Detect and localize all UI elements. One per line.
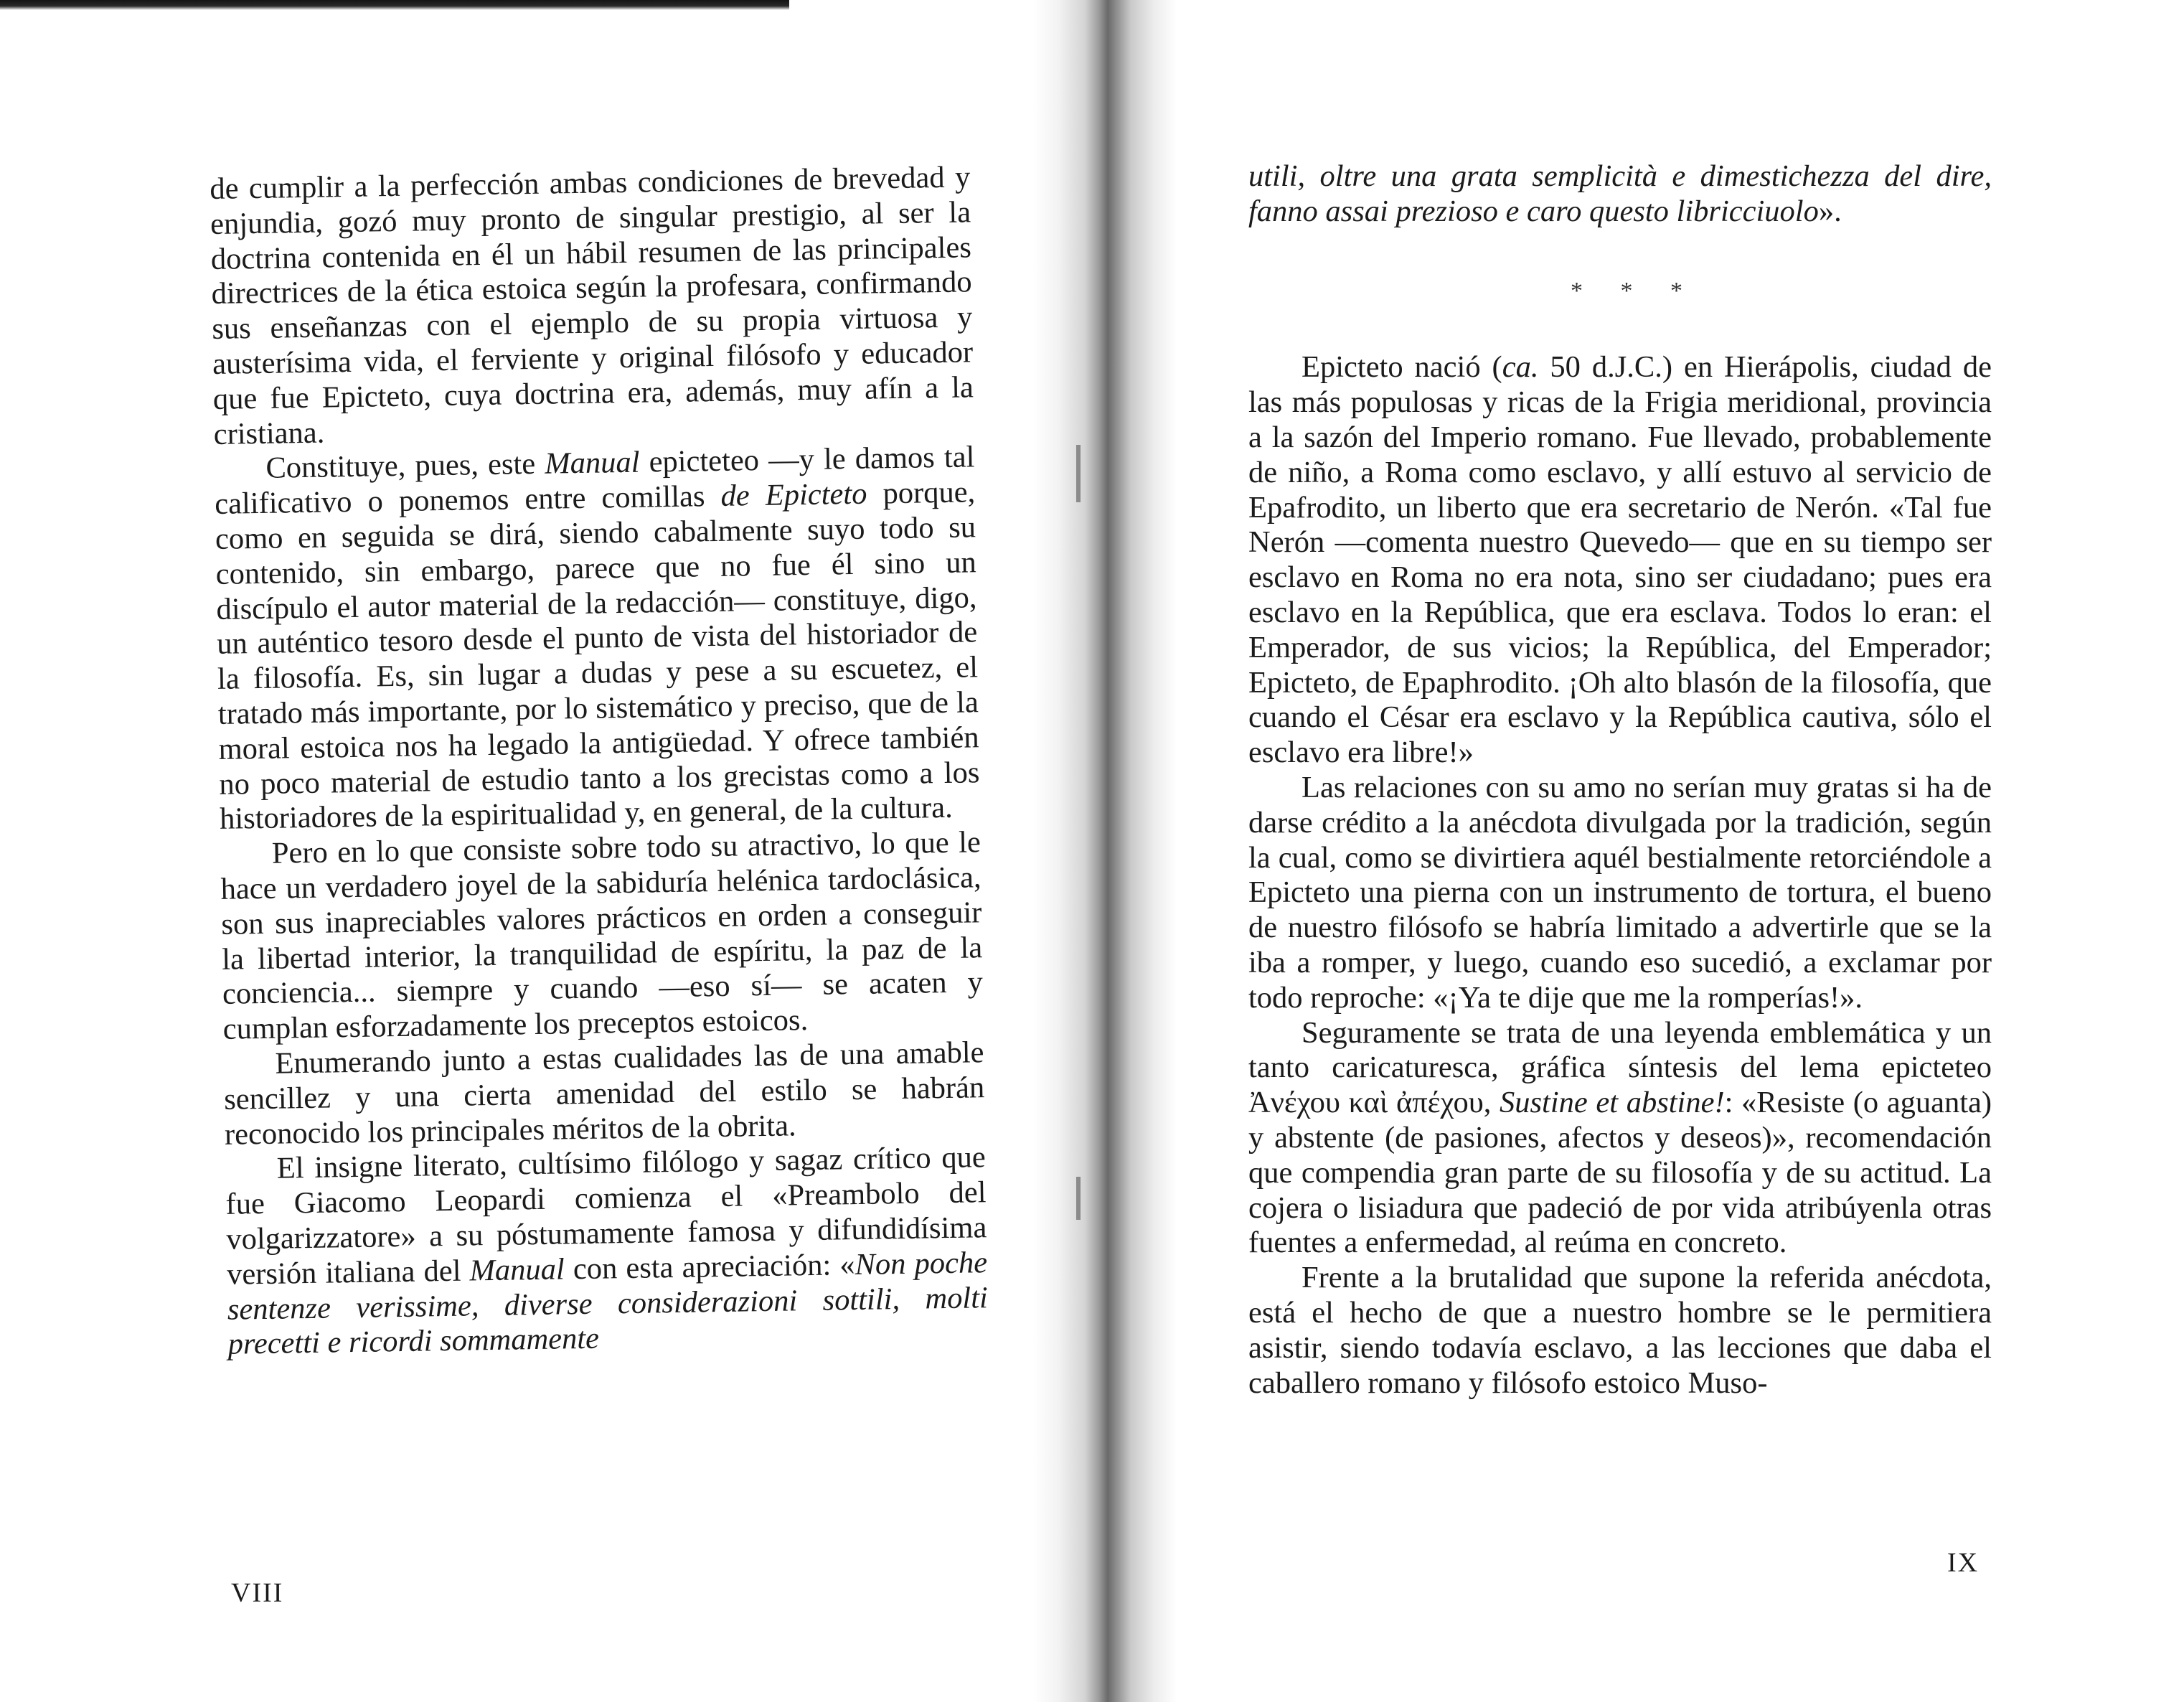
paragraph: [225, 1140, 988, 1362]
text-run: epicteteo —y le damos tal calificativo o ponemos entre comillas: [214, 440, 975, 522]
text-run: Seguramente se trata de una leyenda emblemática y un tanto caricaturesca, gráfica síntesis del lema epicteteo: [1248, 1015, 1992, 1085]
text-run: : «Resiste (o aguanta) y abstente (de pasiones, afectos y deseos)», recomendación que compendia gran parte de su filosofía y de su actitud. La cojera o lisiadura que padeció de por vida atribúyenla otras fuentes a enfermedad, al reúma en concreto.: [1248, 1086, 1992, 1260]
italic-quote: utili, oltre una grata semplicità e dimestichezza del dire, fanno assai prezioso e caro questo libricciuolo: [1248, 159, 1992, 228]
paragraph: [1248, 1261, 1992, 1401]
text-run: Pero en lo que consiste sobre todo su atractivo, lo que le hace un verdadero joyel de la sabiduría helénica tardoclásica, son sus inapreciables valores prácticos en orden a conseguir la libertad interior, la tranquilidad de espíritu, la paz de la conciencia... siempre y cuando —eso sí— se acaten y cumplan esforzadamente los preceptos estoicos.: [220, 825, 984, 1046]
text-run: 50 d.J.C.) en Hierápolis, ciudad de las más populosas y ricas de la Frigia meridional, provincia a la sazón del Imperio romano. Fue llevado, probablemente de niño, a Roma como esclavo, y allí estuvo al servicio de Epafrodito, un liberto que era secretario de Nerón. «Tal fue Nerón —comenta nuestro Quevedo— que en su tiempo ser esclavo en Roma no era nota, sino ser ciudadano; pues era esclavo en la República, que era esclava. Todos lo eran: el Emperador, de sus vicios; la República, del Emperador; Epicteto, de Epaphrodito. ¡Oh alto blasón de la filosofía, que cuando el César era esclavo y la República cautiva, sólo el esclavo era libre!»: [1248, 350, 1992, 770]
page-number-right: IX: [1947, 1548, 1980, 1578]
text-run: porque, como en seguida se dirá, siendo cabalmente suyo todo su contenido, sin embargo, parece que no fue él sino un discípulo el autor material de la redacción— constituye, digo, un auténtico tesoro desde el punto de vista del historiador de la filosofía. Es, sin lugar a dudas y pese a su escuetez, el tratado más importante, por lo sistemático y preciso, que de la moral estoica nos ha legado la antigüedad. Y ofrece también no poco material de estudio tanto a los grecistas como a los historiadores de la espiritualidad y, en general, de la cultura.: [215, 475, 980, 837]
greek-motto: Ἀνέχου καὶ ἀπέχου: [1248, 1086, 1484, 1120]
paragraph: [223, 1035, 985, 1152]
text-run: Frente a la brutalidad que supone la referida anécdota, está el hecho de que a nuestro hombre se le permitiera asistir, siendo todavía esclavo, a las lecciones que daba el caballero romano y filósofo estoico Muso-: [1248, 1261, 1992, 1400]
paragraph: [210, 160, 974, 452]
italic-abbrev: ca.: [1502, 350, 1539, 385]
italic-title: Manual: [469, 1252, 565, 1288]
right-page: [1248, 159, 1992, 1401]
text-run: con esta apreciación: «: [564, 1247, 855, 1287]
text-run: Las relaciones con su amo no serían muy gratas si ha de darse crédito a la anécdota divulgada por la tradición, según la cual, como se divirtiera aquél bestialmente retorciéndole a Epicteto una pierna con un instrumento de tortura, el bueno de nuestro filósofo se habría limitado a advertirle que se la iba a romper, y luego, cuando eso sucedió, a exclamar por todo reproche: «¡Ya te dije que me la romperías!».: [1248, 770, 1992, 1015]
text-run: ».: [1818, 194, 1842, 228]
paragraph: [214, 441, 980, 837]
text-run: El insigne literato, cultísimo filólogo y sagaz crítico que fue Giacomo Leopardi comienza el «Preambolo del volgarizzatore» a su póstumamente famosa y difundidísima versión italiana del: [225, 1140, 987, 1292]
book-gutter-shadow: [1033, 0, 1177, 1702]
paragraph: [1248, 771, 1992, 1016]
paragraph: [1248, 350, 1992, 771]
page-number-left: VIII: [231, 1578, 284, 1608]
scan-edge-shadow: [0, 0, 789, 10]
italic-phrase: de Epicteto: [720, 476, 867, 514]
continuation-quote: [1248, 159, 1992, 230]
gutter-mark: [1076, 1177, 1081, 1220]
text-run: de cumplir a la perfección ambas condiciones de brevedad y enjundia, gozó muy pronto de singular prestigio, al ser la doctrina contenida en él un hábil resumen de las principales directrices de la ética estoica según la profesara, confirmando sus enseñanzas con el ejemplo de su propia virtuosa y austerísima vida, el ferviente y original filósofo y educador que fue Epicteto, cuya doctrina era, además, muy afín a la cristiana.: [210, 160, 974, 451]
paragraph: [220, 825, 984, 1047]
gutter-mark: [1076, 445, 1081, 502]
text-run: Constituye, pues, este: [265, 447, 545, 486]
italic-quote: Non poche sentenze verissime, diverse considerazioni sottili, molti precetti e ricordi sommamente: [227, 1245, 989, 1362]
text-run: Epicteto nació (: [1302, 350, 1502, 385]
left-page: [210, 160, 989, 1363]
text-run: Enumerando junto a estas cualidades las de una amable sencillez y una cierta amenidad del estilo se habrán reconocido los principales méritos de la obrita.: [223, 1035, 985, 1152]
section-separator: * * *: [1571, 277, 1698, 304]
paragraph: [1248, 1016, 1992, 1261]
italic-title: Manual: [544, 446, 640, 481]
text-run: ,: [1483, 1086, 1500, 1120]
italic-latin-motto: Sustine et abstine!: [1500, 1086, 1725, 1120]
